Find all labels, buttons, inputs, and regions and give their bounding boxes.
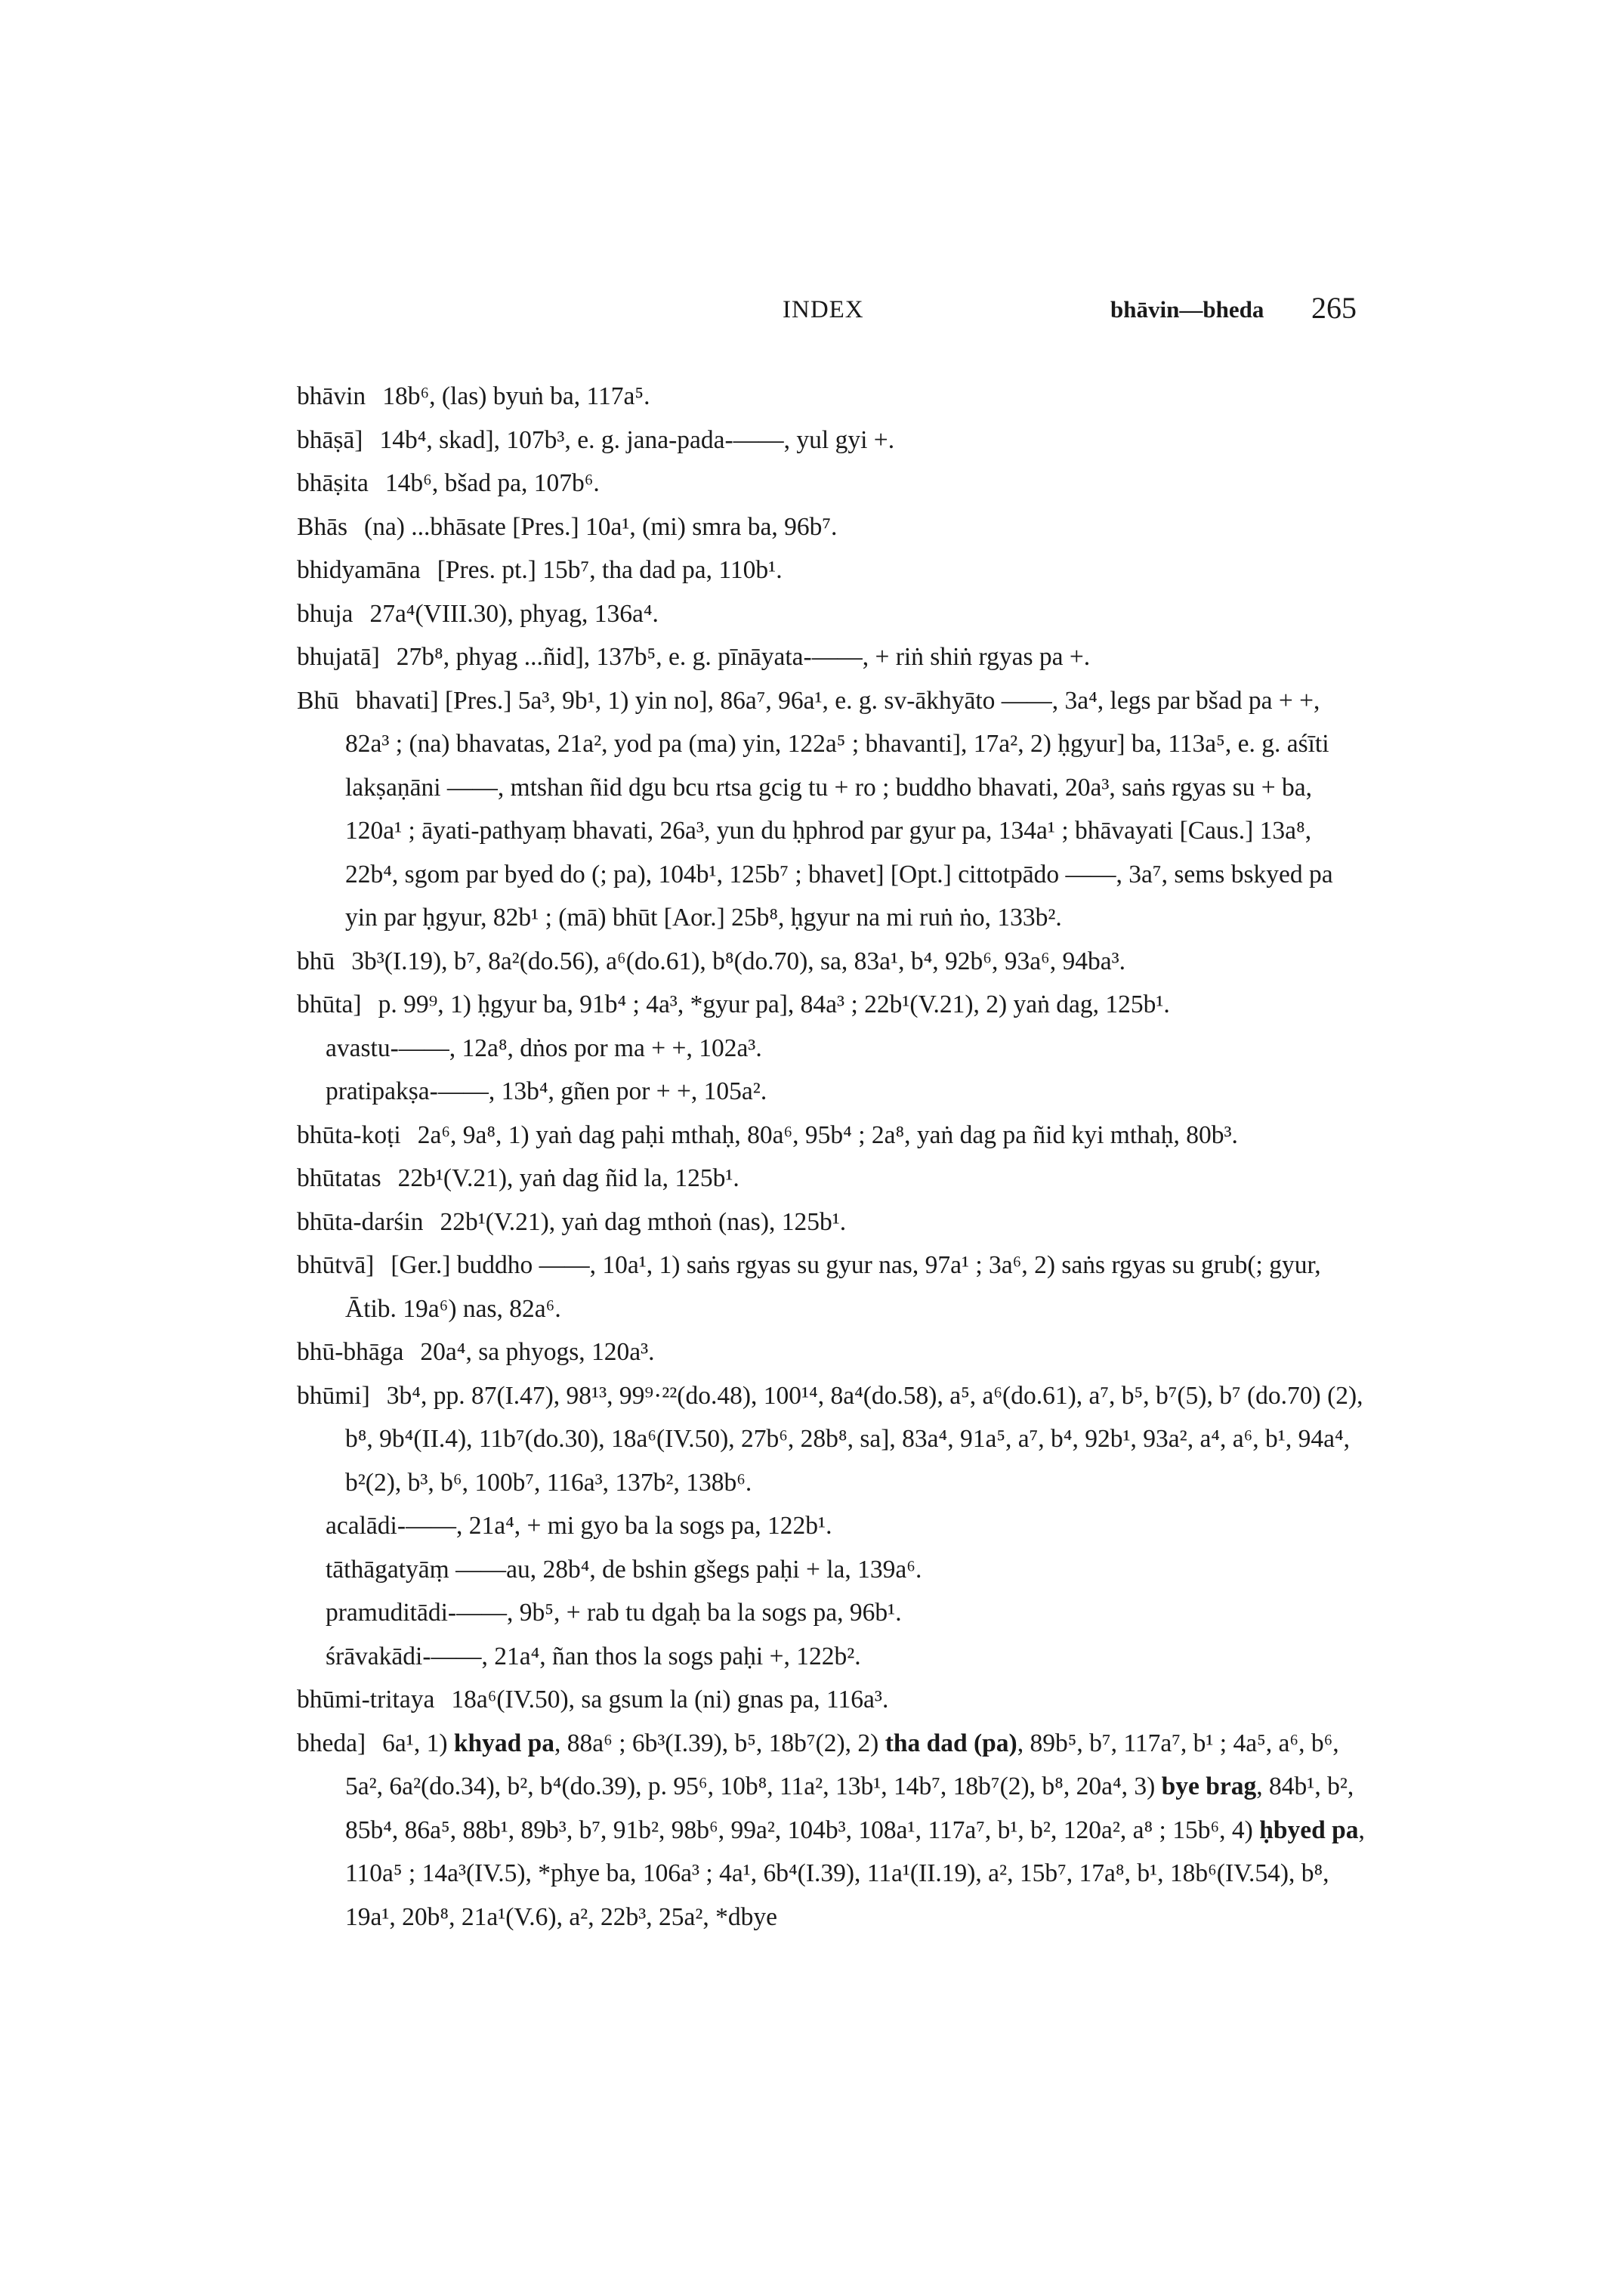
index-entry — [297, 375, 1369, 419]
index-entry — [297, 1244, 1369, 1330]
index-entry — [297, 983, 1369, 1027]
index-entry — [297, 462, 1369, 505]
index-entry — [297, 635, 1369, 679]
entry-headword: bhūta] — [297, 990, 362, 1018]
entry-body: (na) ...bhāsate [Pres.] 10a¹, (mi) smra ba, 96b⁷. — [364, 512, 838, 541]
entry-text: , 84b¹, b², 85b⁴, 86a⁵, 88b¹, 89b³, b⁷, 91b², 98b⁶, 99a², 104b³, 108a¹, 117a⁷, b¹, b², 120a², a⁸ ; 15b⁶, 4) — [345, 1772, 1354, 1844]
entry-text: , 89b⁵, b⁷, 117a⁷, b¹ ; 4a⁵, a⁶, b⁶, 5a², 6a²(do.34), b², b⁴(do.39), p. 95⁶, 10b⁸, 11a², 13b¹, 14b⁷, 18b⁷(2), b⁸, 20a⁴, 3) — [345, 1729, 1339, 1800]
page-number: 265 — [1311, 291, 1357, 325]
section-title: INDEX — [783, 296, 864, 323]
entry-text: 6a¹, 1) — [382, 1729, 454, 1757]
entry-body: [Pres. pt.] 15b⁷, tha dad pa, 110b¹. — [437, 556, 783, 584]
bold-gloss: tha dad (pa) — [885, 1729, 1017, 1757]
entry-body: 20a⁴, sa phyogs, 120a³. — [420, 1338, 655, 1366]
entry-body: acalādi-——, 21a⁴, + mi gyo ba la sogs pa, 122b¹. — [326, 1512, 832, 1540]
entry-headword: bhūtvā] — [297, 1251, 375, 1279]
entry-body: 27a⁴(VIII.30), phyag, 136a⁴. — [369, 599, 659, 628]
index-subentry — [326, 1027, 1369, 1071]
entry-headword: bhūmi-tritaya — [297, 1686, 435, 1714]
index-entry — [297, 592, 1369, 636]
index-entry — [297, 679, 1369, 940]
bold-gloss: bye brag — [1161, 1772, 1257, 1800]
entry-headword: Bhū — [297, 686, 339, 715]
entry-body: 22b¹(V.21), yaṅ dag ñid la, 125b¹. — [397, 1164, 739, 1192]
index-entry — [297, 940, 1369, 984]
index-subentry — [326, 1070, 1369, 1114]
index-entry — [297, 419, 1369, 462]
index-subentry — [326, 1635, 1369, 1679]
entry-body: pramuditādi-——, 9b⁵, + rab tu dgaḥ ba la sogs pa, 96b¹. — [326, 1599, 902, 1627]
entry-headword: bhūtatas — [297, 1164, 381, 1192]
index-entries — [297, 375, 1369, 1939]
index-entry — [297, 1201, 1369, 1244]
entry-body: pratipakṣa-——, 13b⁴, gñen por + +, 105a². — [326, 1077, 767, 1105]
entry-headword: bheda] — [297, 1729, 366, 1757]
index-subentry — [326, 1548, 1369, 1592]
bold-gloss: ḥbyed pa — [1259, 1815, 1359, 1844]
index-subentry — [326, 1591, 1369, 1635]
running-head — [0, 291, 1624, 341]
bold-gloss: khyad pa — [453, 1729, 555, 1757]
index-entry — [297, 1114, 1369, 1157]
entry-text: , 110a⁵ ; 14a³(IV.5), *phye ba, 106a³ ; 4a¹, 6b⁴(I.39), 11a¹(II.19), a², 15b⁷, 17a⁸, b¹, 18b⁶(IV.54), b⁸, 19a¹, 20b⁸, 21a¹(V.6), a², 22b³, 25a², *dbye — [345, 1815, 1365, 1931]
entry-headword: bhidyamāna — [297, 556, 421, 584]
index-entry — [297, 549, 1369, 592]
entry-headword: bhūta-darśin — [297, 1207, 424, 1236]
entry-headword: bhāvin — [297, 382, 366, 410]
entry-headword: bhuja — [297, 599, 354, 628]
entry-body: p. 99⁹, 1) ḥgyur ba, 91b⁴ ; 4a³, *gyur pa], 84a³ ; 22b¹(V.21), 2) yaṅ dag, 125b¹. — [378, 990, 1170, 1018]
index-entry — [297, 1157, 1369, 1201]
entry-body: śrāvakādi-——, 21a⁴, ñan thos la sogs paḥi +, 122b². — [326, 1642, 861, 1670]
entry-body: 18b⁶, (las) byuṅ ba, 117a⁵. — [382, 382, 650, 410]
entry-headword: bhūmi] — [297, 1381, 370, 1410]
page-range: bhāvin—bheda — [1110, 296, 1264, 323]
entry-body: 3b³(I.19), b⁷, 8a²(do.56), a⁶(do.61), b⁸(do.70), sa, 83a¹, b⁴, 92b⁶, 93a⁶, 94ba³. — [351, 947, 1126, 975]
entry-text: , 88a⁶ ; 6b³(I.39), b⁵, 18b⁷(2), 2) — [554, 1729, 885, 1757]
index-entry — [297, 1678, 1369, 1722]
entry-body: bhavati] [Pres.] 5a³, 9b¹, 1) yin no], 86a⁷, 96a¹, e. g. sv-ākhyāto ——, 3a⁴, legs par bšad pa + +, 82a³ ; (na) bhavatas, 21a², yod pa (ma) yin, 122a⁵ ; bhavanti], 17a², 2) ḥgyur] ba, 113a⁵, e. g. aśīti lakṣaṇāni ——, mtshan ñid dgu bcu rtsa gcig tu + ro ; buddho bhavati, 20a³, saṅs rgyas su + ba, 120a¹ ; āyati-pathyaṃ bhavati, 26a³, yun du ḥphrod par gyur pa, 134a¹ ; bhāvayati [Caus.] 13a⁸, 22b⁴, sgom par byed do (; pa), 104b¹, 125b⁷ ; bhavet] [Opt.] cittotpādo ——, 3a⁷, sems bskyed pa yin par ḥgyur, 82b¹ ; (mā) bhūt [Aor.] 25b⁸, ḥgyur na mi ruṅ ṅo, 133b². — [345, 686, 1333, 932]
index-entry — [297, 505, 1369, 549]
entry-headword: bhāṣā] — [297, 425, 363, 454]
entry-body: tāthāgatyāṃ ——au, 28b⁴, de bshin gšegs paḥi + la, 139a⁶. — [326, 1555, 922, 1584]
entry-body: 27b⁸, phyag ...ñid], 137b⁵, e. g. pīnāyata-——, + riṅ shiṅ rgyas pa +. — [396, 643, 1091, 671]
entry-headword: bhū — [297, 947, 335, 975]
entry-body: 22b¹(V.21), yaṅ dag mthoṅ (nas), 125b¹. — [440, 1207, 847, 1236]
index-entry — [297, 1374, 1369, 1505]
entry-body: avastu-——, 12a⁸, dṅos por ma + +, 102a³. — [326, 1034, 762, 1062]
entry-headword: Bhās — [297, 512, 347, 541]
entry-body: 14b⁶, bšad pa, 107b⁶. — [384, 469, 600, 497]
entry-body: 18a⁶(IV.50), sa gsum la (ni) gnas pa, 116a³. — [451, 1686, 889, 1714]
entry-body: 3b⁴, pp. 87(I.47), 98¹³, 99⁹·²²(do.48), 100¹⁴, 8a⁴(do.58), a⁵, a⁶(do.61), a⁷, b⁵, b⁷(5), b⁷ (do.70) (2), b⁸, 9b⁴(II.4), 11b⁷(do.30), 18a⁶(IV.50), 27b⁶, 28b⁸, sa], 83a⁴, 91a⁵, a⁷, b⁴, 92b¹, 93a², a⁴, a⁶, b¹, 94a⁴, b²(2), b³, b⁶, 100b⁷, 116a³, 137b², 138b⁶. — [345, 1381, 1363, 1497]
entry-headword: bhū-bhāga — [297, 1338, 404, 1366]
entry-body: 14b⁴, skad], 107b³, e. g. jana-pada-——, yul gyi +. — [379, 425, 895, 454]
entry-headword: bhūta-koṭi — [297, 1120, 401, 1149]
entry-headword: bhāṣita — [297, 469, 369, 497]
index-subentry — [326, 1504, 1369, 1548]
index-entry — [297, 1722, 1369, 1939]
entry-headword: bhujatā] — [297, 643, 380, 671]
index-entry — [297, 1330, 1369, 1374]
entry-body: [Ger.] buddho ——, 10a¹, 1) saṅs rgyas su gyur nas, 97a¹ ; 3a⁶, 2) saṅs rgyas su grub(; gyur, Ātib. 19a⁶) nas, 82a⁶. — [345, 1251, 1321, 1323]
entry-body: 2a⁶, 9a⁸, 1) yaṅ dag paḥi mthaḥ, 80a⁶, 95b⁴ ; 2a⁸, yaṅ dag pa ñid kyi mthaḥ, 80b³. — [417, 1120, 1238, 1149]
